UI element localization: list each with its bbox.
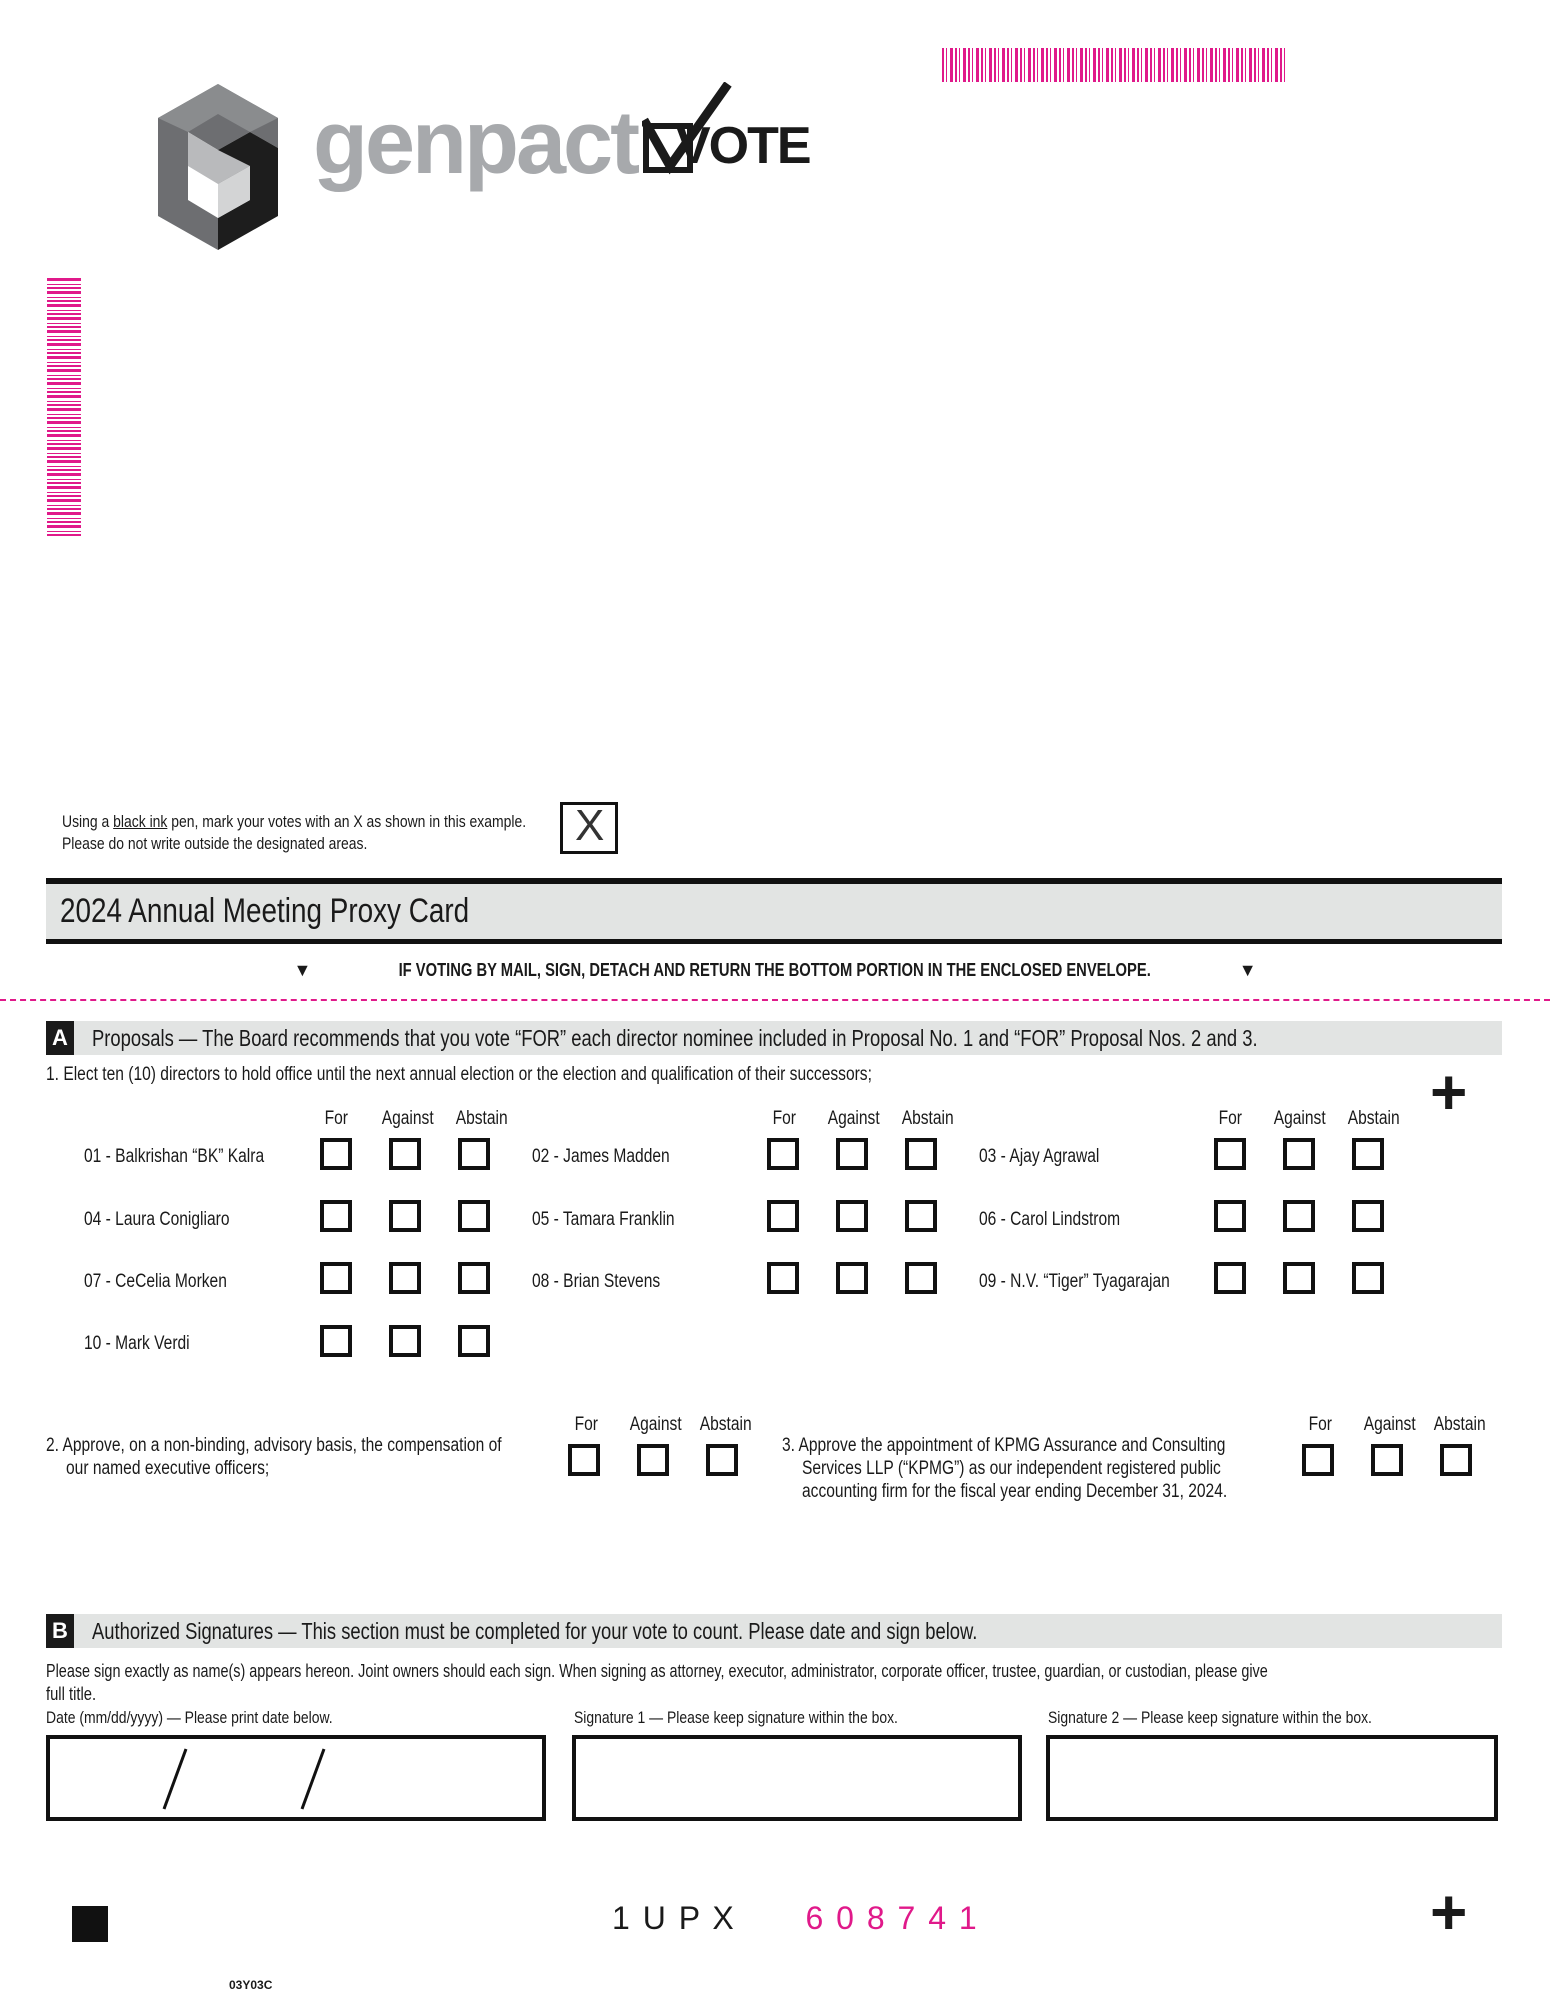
col-for: For [574, 1414, 598, 1435]
proposal-1-text: 1. Elect ten (10) directors to hold office until the next annual election or the election and qualification of their successors; [46, 1064, 872, 1085]
card-title: 2024 Annual Meeting Proxy Card [60, 892, 470, 930]
nominee-label: 05 - Tamara Franklin [532, 1209, 675, 1230]
col-for: For [1308, 1414, 1332, 1435]
vote-against-checkbox[interactable] [1283, 1138, 1315, 1170]
col-against: Against [1273, 1108, 1326, 1129]
vote-abstain-checkbox[interactable] [458, 1325, 490, 1357]
proposal-3-against-checkbox[interactable] [1371, 1444, 1403, 1476]
vote-abstain-checkbox[interactable] [905, 1262, 937, 1294]
vote-against-checkbox[interactable] [836, 1138, 868, 1170]
date-input-box[interactable] [46, 1735, 546, 1821]
col-against: Against [827, 1108, 880, 1129]
footer-code-black: 1 U P X [612, 1900, 736, 1936]
vote-against-checkbox[interactable] [836, 1262, 868, 1294]
proposal-3-abstain-checkbox[interactable] [1440, 1444, 1472, 1476]
col-abstain: Abstain [901, 1108, 954, 1129]
vote-against-checkbox[interactable] [389, 1325, 421, 1357]
section-b-letter: B [46, 1614, 74, 1648]
signature-1-box[interactable] [572, 1735, 1022, 1821]
nominee-label: 07 - CeCelia Morken [84, 1271, 227, 1292]
vote-for-checkbox[interactable] [1214, 1200, 1246, 1232]
section-b-title: Authorized Signatures — This section must be completed for your vote to count. Please date and sign below. [92, 1618, 978, 1644]
date-label: Date (mm/dd/yyyy) — Please print date below. [46, 1708, 333, 1727]
vote-abstain-checkbox[interactable] [458, 1200, 490, 1232]
plus-mark-icon: + [1430, 1056, 1468, 1128]
registration-square [72, 1906, 108, 1942]
mail-notice: ▼ IF VOTING BY MAIL, SIGN, DETACH AND RETURN THE BOTTOM PORTION IN THE ENCLOSED ENVELOPE. ▼ [293, 960, 1257, 980]
signature-instructions: Please sign exactly as name(s) appears hereon. Joint owners should each sign. When signing as attorney, executor, administrator, corporate officer, trustee, guardian, or custodian, please give full title. [46, 1661, 1268, 1704]
vote-logo [642, 82, 810, 178]
vote-against-checkbox[interactable] [389, 1138, 421, 1170]
ink-instructions: Using a black ink pen, mark your votes with an X as shown in this example. [62, 812, 527, 831]
col-abstain: Abstain [1433, 1414, 1486, 1435]
signature-2-label: Signature 2 — Please keep signature within the box. [1048, 1708, 1372, 1727]
down-triangle-icon: ▼ [1238, 960, 1257, 980]
proposal-2-for-checkbox[interactable] [568, 1444, 600, 1476]
vote-abstain-checkbox[interactable] [1352, 1262, 1384, 1294]
vote-abstain-checkbox[interactable] [458, 1262, 490, 1294]
col-abstain: Abstain [699, 1414, 752, 1435]
nominee-label: 04 - Laura Conigliaro [84, 1209, 230, 1230]
col-abstain: Abstain [455, 1108, 508, 1129]
vote-for-checkbox[interactable] [1214, 1138, 1246, 1170]
vote-for-checkbox[interactable] [320, 1200, 352, 1232]
vote-for-checkbox[interactable] [320, 1262, 352, 1294]
col-for: For [324, 1108, 348, 1129]
plus-mark-icon: + [1430, 1876, 1468, 1948]
genpact-wordmark: genpact [313, 93, 638, 193]
proposal-2-abstain-checkbox[interactable] [706, 1444, 738, 1476]
vote-against-checkbox[interactable] [1283, 1262, 1315, 1294]
vote-abstain-checkbox[interactable] [458, 1138, 490, 1170]
card-title-bar [46, 878, 1502, 944]
vote-against-checkbox[interactable] [1283, 1200, 1315, 1232]
down-triangle-icon: ▼ [293, 960, 312, 980]
proposal-3-for-checkbox[interactable] [1302, 1444, 1334, 1476]
footer-code-magenta: 6 0 8 7 4 1 [805, 1900, 979, 1936]
vote-abstain-checkbox[interactable] [905, 1138, 937, 1170]
vote-for-checkbox[interactable] [767, 1262, 799, 1294]
vote-against-checkbox[interactable] [836, 1200, 868, 1232]
vote-for-checkbox[interactable] [320, 1325, 352, 1357]
vote-against-checkbox[interactable] [389, 1200, 421, 1232]
proposal-2-text: 2. Approve, on a non-binding, advisory basis, the compensation of our named executive officers; [46, 1435, 502, 1479]
vote-against-checkbox[interactable] [389, 1262, 421, 1294]
detach-line [0, 999, 1550, 1001]
signature-1-label: Signature 1 — Please keep signature within the box. [574, 1708, 898, 1727]
top-barcode [942, 48, 1288, 82]
nominee-label: 08 - Brian Stevens [532, 1271, 661, 1292]
col-abstain: Abstain [1347, 1108, 1400, 1129]
date-slash-icon [160, 1747, 190, 1811]
date-slash-icon [298, 1747, 328, 1811]
left-barcode [47, 278, 81, 536]
ink-instructions-line2: Please do not write outside the designated areas. [62, 834, 368, 853]
section-a-letter: A [46, 1021, 74, 1055]
vote-abstain-checkbox[interactable] [1352, 1138, 1384, 1170]
vote-for-checkbox[interactable] [767, 1200, 799, 1232]
vote-for-checkbox[interactable] [320, 1138, 352, 1170]
nominee-label: 01 - Balkrishan “BK” Kalra [84, 1146, 265, 1167]
nominee-label: 06 - Carol Lindstrom [979, 1209, 1121, 1230]
footer-code [612, 1900, 979, 1937]
example-x-mark: X [575, 801, 605, 850]
col-against: Against [629, 1414, 682, 1435]
col-for: For [1218, 1108, 1242, 1129]
form-code: 03Y03C [229, 1978, 273, 1992]
nominee-label: 09 - N.V. “Tiger” Tyagarajan [979, 1271, 1170, 1292]
nominee-label: 10 - Mark Verdi [84, 1333, 190, 1354]
signature-2-box[interactable] [1046, 1735, 1498, 1821]
vote-text: VOTE [676, 117, 810, 175]
nominee-label: 02 - James Madden [532, 1146, 670, 1167]
col-for: For [772, 1108, 796, 1129]
vote-for-checkbox[interactable] [767, 1138, 799, 1170]
vote-abstain-checkbox[interactable] [905, 1200, 937, 1232]
col-against: Against [1363, 1414, 1416, 1435]
col-against: Against [381, 1108, 434, 1129]
vote-abstain-checkbox[interactable] [1352, 1200, 1384, 1232]
section-a-title: Proposals — The Board recommends that you vote “FOR” each director nominee included in Proposal No. 1 and “FOR” Proposal Nos. 2 and 3. [92, 1025, 1258, 1051]
proposal-2-against-checkbox[interactable] [637, 1444, 669, 1476]
genpact-cube-logo-icon [156, 82, 282, 252]
proposal-3-text: 3. Approve the appointment of KPMG Assurance and Consulting Services LLP (“KPMG”) as our independent registered public accounting firm for the fiscal year ending December 31, 2024. [782, 1435, 1228, 1502]
example-mark-box [560, 802, 618, 854]
vote-for-checkbox[interactable] [1214, 1262, 1246, 1294]
nominee-label: 03 - Ajay Agrawal [979, 1146, 1100, 1167]
